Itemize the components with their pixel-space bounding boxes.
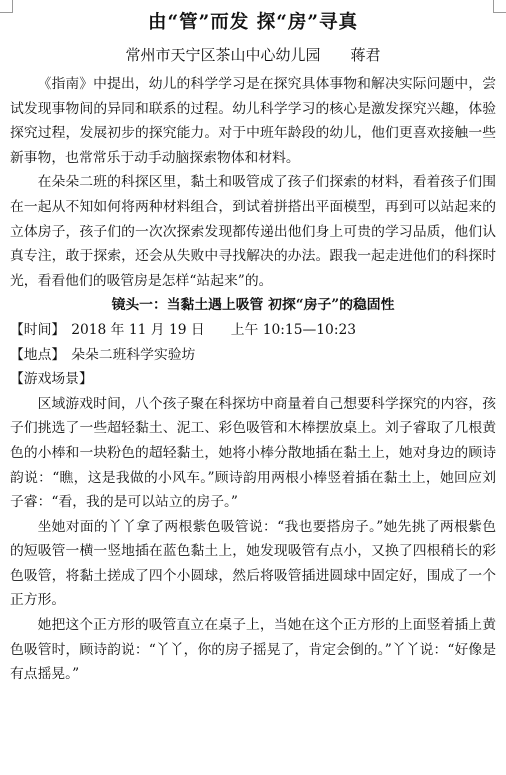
- place-value: 朵朵二班科学实验坊: [71, 346, 196, 363]
- section-heading: 镜头一：当黏土遇上吸管 初探“房子”的稳固性: [111, 297, 395, 314]
- author-name: 蒋君: [350, 46, 381, 64]
- author-line: [10, 42, 496, 68]
- scene-paragraph: 区域游戏时间，八个孩子聚在科探坊中商量着自己想要科学探究的内容，孩子们挑选了一些超轻黏土、泥工、彩色吸管和木棒摆放桌上。刘子睿取了几根黄色的小棒和一块粉色的超轻黏土，她将小棒分散地插在黏土上，她对身边的顾诗韵说：“瞧，这是我做的小风车。”顾诗韵用两根小棒竖着插在黏土上，她回应刘子睿：“看，我的是可以站立的房子。”: [10, 395, 496, 511]
- time-label: 【时间】: [10, 321, 66, 338]
- time-line: [10, 318, 496, 343]
- intro-paragraph: 在朵朵二班的科探区里，黏土和吸管成了孩子们探索的材料，看着孩子们围在一起从不知如何将两种材料组合，到试着拼搭出平面模型，再到可以站起来的立体房子，孩子们的一次次探索发现都传递出他们身上可贵的学习品质，他们认真专注，敢于探索，还会从失败中寻找解决的办法。跟我一起走进他们的科探时光，看看他们的吸管房是怎样“站起来”的。: [10, 174, 496, 289]
- time-date: 2018 年 11 月 19 日: [71, 321, 205, 338]
- school-name: 常州市天宁区茶山中心幼儿园: [125, 46, 321, 64]
- document-title: 由“管”而发 探“房”寻真: [147, 12, 358, 33]
- scene-paragraph: 坐她对面的丫丫拿了两根紫色吸管说：“我也要搭房子。”她先挑了两根紫色的短吸管一横一竖地插在蓝色黏土上，她发现吸管有点小，又换了四根稍长的彩色吸管，将黏土搓成了四个小圆球，然后将吸管插进圆球中固定好，围成了一个正方形。: [10, 518, 496, 609]
- scene-paragraph: 她把这个正方形的吸管直立在桌子上，当她在这个正方形的上面竖着插上黄色吸管时，顾诗韵说：“丫丫，你的房子摇晃了，肯定会倒的。”丫丫说：“好像是有点摇晃。”: [10, 617, 496, 683]
- place-line: [10, 343, 496, 368]
- time-range: 上午 10:15—10:23: [230, 321, 357, 338]
- intro-paragraph: 《指南》中提出，幼儿的科学学习是在探究具体事物和解决实际问题中，尝试发现事物间的异同和联系的过程。幼儿科学学习的核心是激发探究兴趣，体验探究过程，发展初步的探究能力。对于中班年龄段的幼儿，他们更喜欢接触一些新事物，也常常乐于动手动脑探索物体和材料。: [10, 76, 496, 166]
- scene-label: 【游戏场景】: [10, 371, 93, 388]
- place-label: 【地点】: [10, 346, 66, 363]
- document-body: [10, 0, 496, 687]
